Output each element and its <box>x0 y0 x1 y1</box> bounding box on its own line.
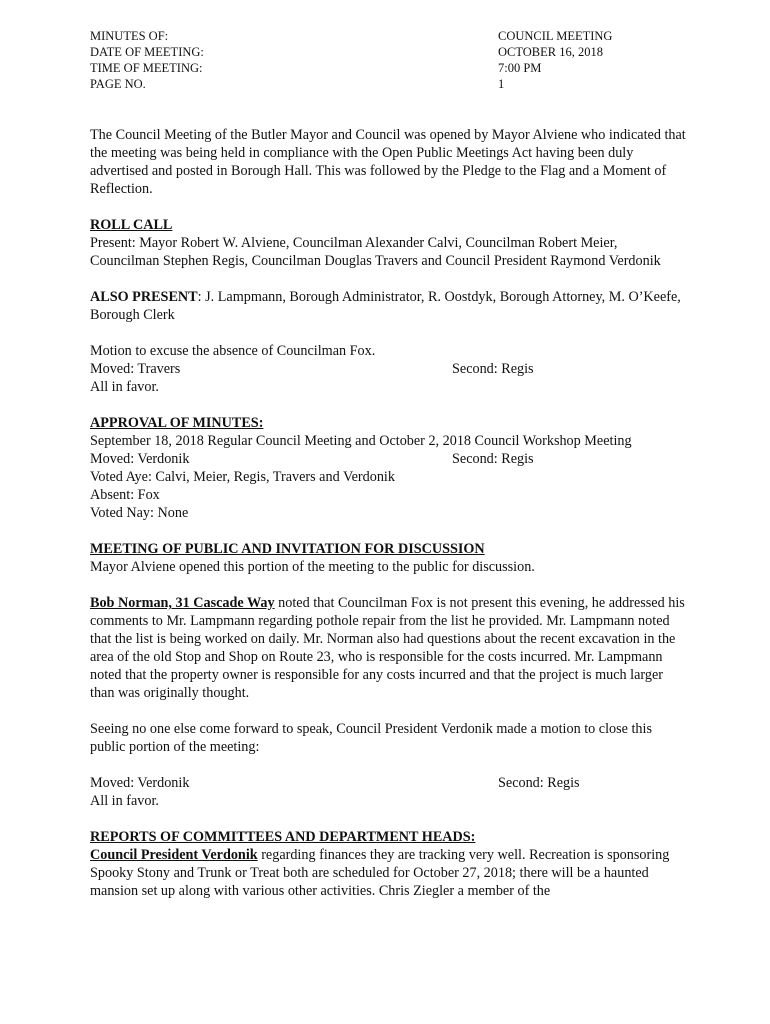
public-close-text: Seeing no one else come forward to speak, Council President Verdonik made a motion to close this public portion of the meeting: <box>90 721 652 755</box>
header-value-date: OCTOBER 16, 2018 <box>498 45 603 59</box>
minutes-page <box>90 28 690 900</box>
approval-aye: Voted Aye: Calvi, Meier, Regis, Travers and Verdonik <box>90 469 395 485</box>
public-section <box>90 540 690 810</box>
header-label-minutes-of: MINUTES OF: <box>90 29 169 43</box>
roll-call-heading: ROLL CALL <box>90 217 173 233</box>
reports-heading: REPORTS OF COMMITTEES AND DEPARTMENT HEADS: <box>90 829 476 845</box>
also-present-paragraph <box>90 288 690 324</box>
public-moved: Moved: Verdonik <box>90 775 190 791</box>
public-vote: All in favor. <box>90 793 159 809</box>
header-values <box>498 28 612 92</box>
also-present-label: ALSO PRESENT <box>90 289 198 305</box>
roll-call-text: Present: Mayor Robert W. Alviene, Councilman Alexander Calvi, Councilman Robert Meier, Councilman Stephen Regis, Councilman Douglas Travers and Council President Raymond Verdonik <box>90 235 661 269</box>
approval-text: September 18, 2018 Regular Council Meeting and October 2, 2018 Council Workshop Meeting <box>90 433 632 449</box>
public-speaker-text: noted that Councilman Fox is not present this evening, he addressed his comments to Mr. Lampmann regarding pothole repair from the list he provided. Mr. Lampmann noted that the list is being worked on daily. Mr. Norman also had questions about the recent excavation in the area of the old Stop and Shop on Route 23, who is responsible for the costs incurred. Mr. Lampmann noted that the property owner is responsible for any costs incurred and that the project is much larger than was originally thought. <box>90 595 685 701</box>
approval-motion-row <box>90 450 690 468</box>
approval-heading: APPROVAL OF MINUTES: <box>90 415 264 431</box>
header-label-time: TIME OF MEETING: <box>90 61 203 75</box>
approval-nay: Voted Nay: None <box>90 505 189 521</box>
header-label-date: DATE OF MEETING: <box>90 45 204 59</box>
also-present-text: : J. Lampmann, Borough Administrator, R. Oostdyk, Borough Attorney, M. O’Keefe, Borough Clerk <box>90 289 681 323</box>
excuse-motion-second: Second: Regis <box>452 361 534 377</box>
reports-text: regarding finances they are tracking very well. Recreation is sponsoring Spooky Stony and Trunk or Treat both are scheduled for October 27, 2018; there will be a haunted mansion set up along with various other activities. Chris Ziegler a member of the <box>90 847 670 899</box>
excuse-motion-moved: Moved: Travers <box>90 361 181 377</box>
approval-section <box>90 414 690 522</box>
header-value-time: 7:00 PM <box>498 61 542 75</box>
document-header <box>90 28 690 92</box>
public-second: Second: Regis <box>498 775 580 791</box>
roll-call-section <box>90 216 690 270</box>
header-value-minutes-of: COUNCIL MEETING <box>498 29 613 43</box>
also-present-section <box>90 288 690 324</box>
intro-paragraph: The Council Meeting of the Butler Mayor and Council was opened by Mayor Alviene who indicated that the meeting was being held in compliance with the Open Public Meetings Act having been duly advertised and posted in Borough Hall. This was followed by the Pledge to the Flag and a Moment of Reflection. <box>90 127 686 197</box>
excuse-motion-section <box>90 342 690 396</box>
public-speaker-name: Bob Norman, 31 Cascade Way <box>90 595 275 611</box>
public-motion-row <box>90 774 690 792</box>
header-label-page: PAGE NO. <box>90 77 146 91</box>
approval-second: Second: Regis <box>452 451 534 467</box>
reports-section <box>90 828 690 900</box>
reports-name: Council President Verdonik <box>90 847 258 863</box>
minutes-body <box>90 126 690 900</box>
excuse-motion-vote: All in favor. <box>90 379 159 395</box>
excuse-motion-text: Motion to excuse the absence of Councilman Fox. <box>90 343 376 359</box>
public-heading: MEETING OF PUBLIC AND INVITATION FOR DISCUSSION <box>90 541 485 557</box>
approval-absent: Absent: Fox <box>90 487 160 503</box>
approval-moved: Moved: Verdonik <box>90 451 190 467</box>
header-labels <box>90 28 204 92</box>
header-value-page: 1 <box>498 77 505 91</box>
reports-paragraph <box>90 846 690 900</box>
public-speaker-paragraph <box>90 594 690 702</box>
public-open-text: Mayor Alviene opened this portion of the meeting to the public for discussion. <box>90 559 535 575</box>
excuse-motion-row <box>90 360 690 378</box>
